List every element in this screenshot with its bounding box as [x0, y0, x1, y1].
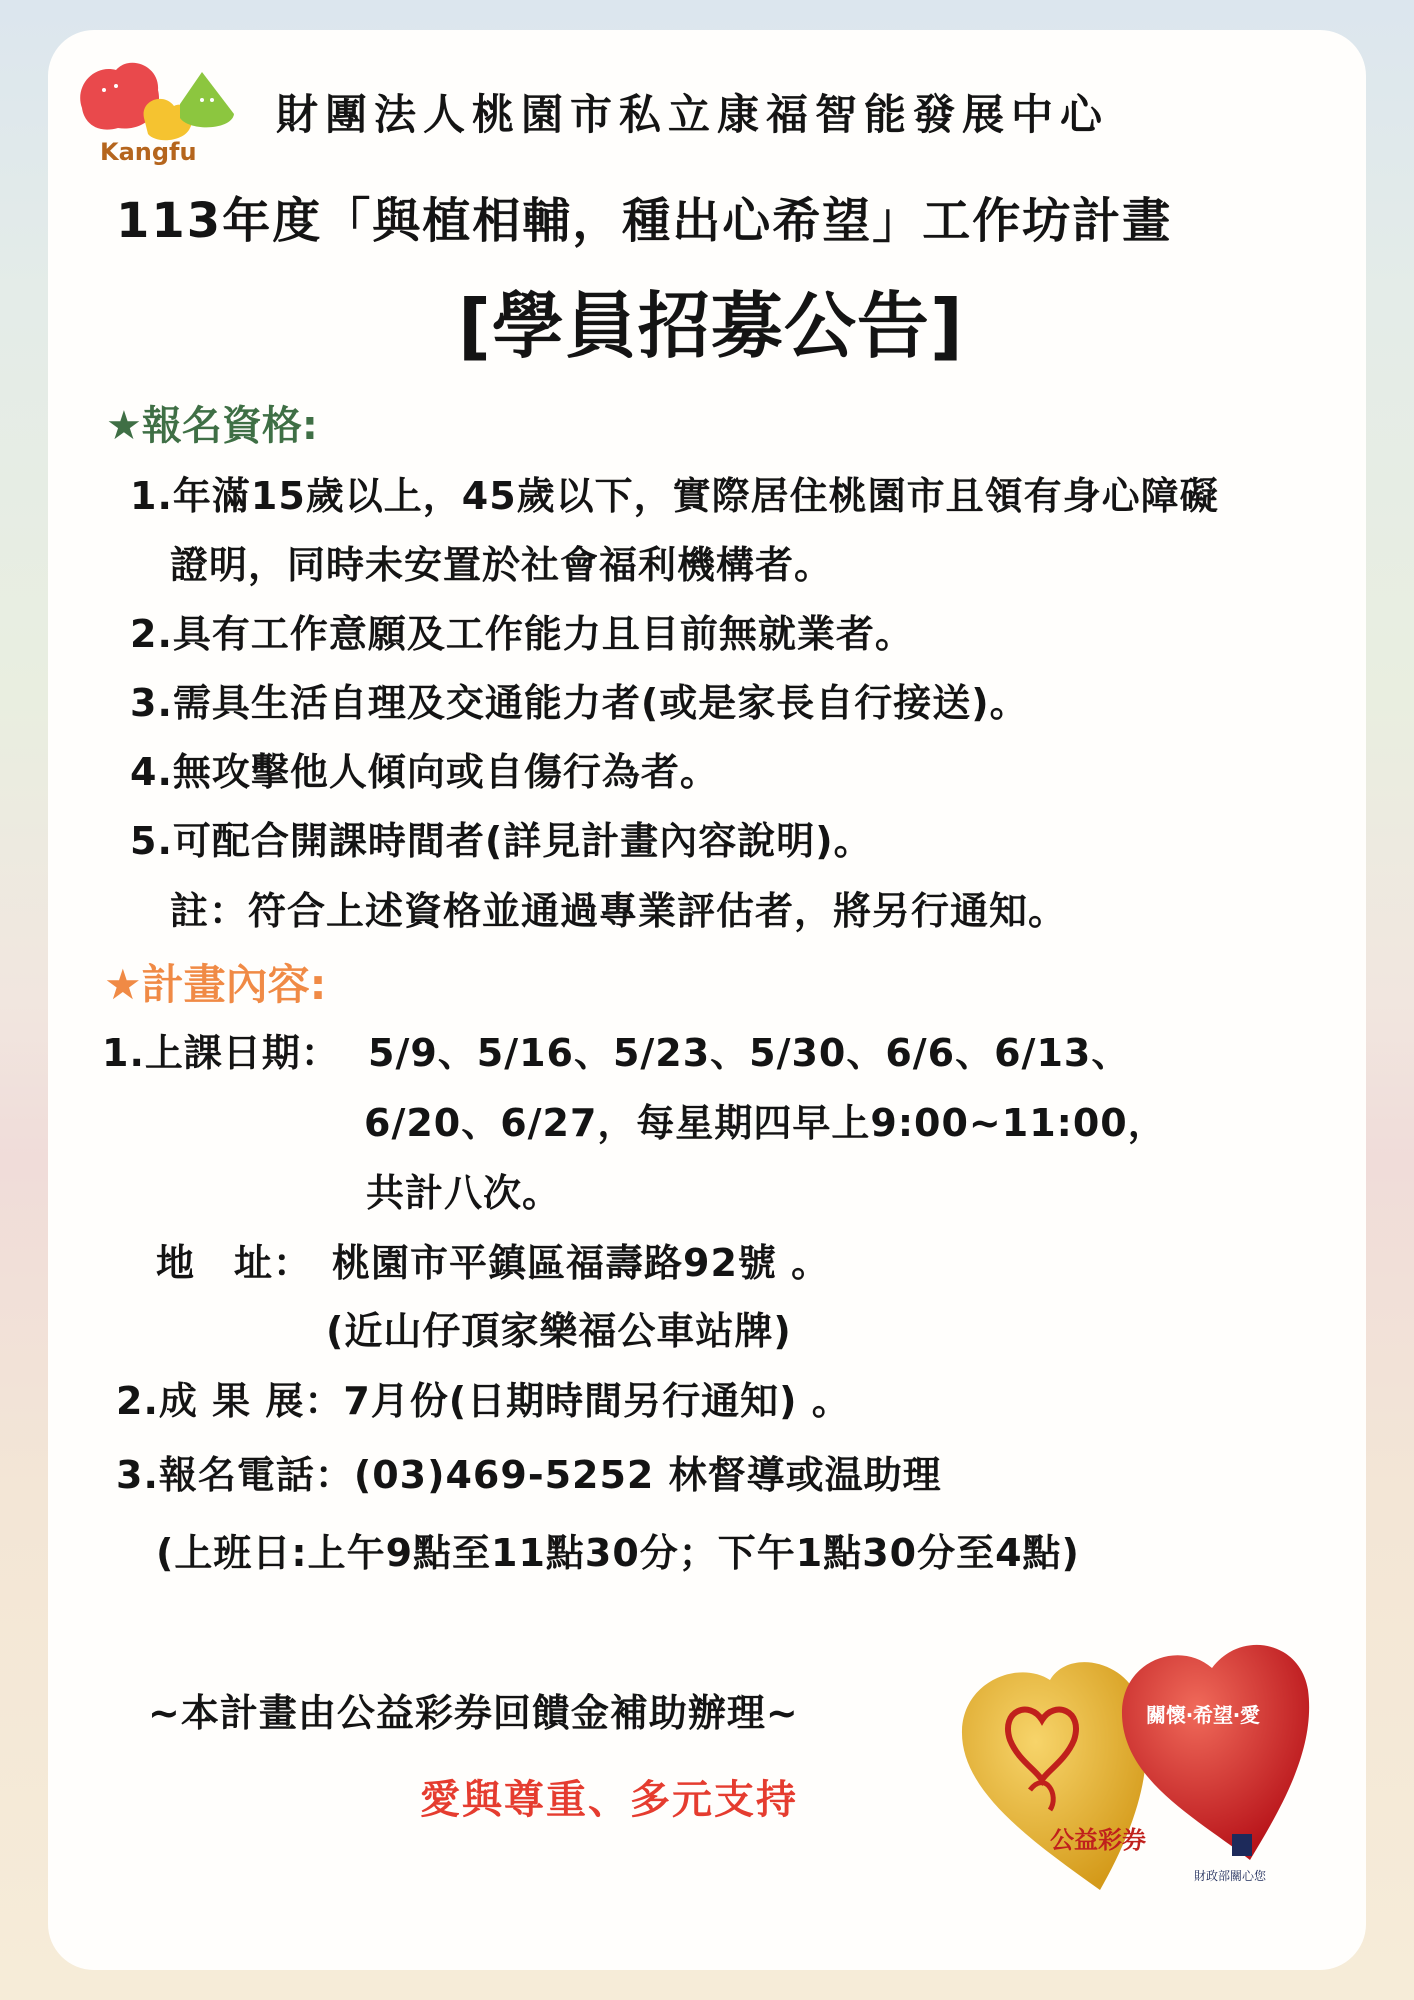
- eligibility-note: 註：符合上述資格並通過專業評估者，將另行通知。: [170, 889, 1068, 933]
- organization-name: 財團法人桃園市私立康福智能發展中心: [276, 90, 1110, 139]
- eligibility-item-2: 2.具有工作意願及工作能力且目前無就業者。: [130, 612, 914, 656]
- eligibility-heading: ★報名資格:: [106, 403, 318, 449]
- red-heart-icon: [1122, 1645, 1309, 1860]
- eligibility-item-5: 5.可配合開課時間者(詳見計畫內容說明)。: [130, 819, 873, 863]
- exhibition: 2.成 果 展：7月份(日期時間另行通知) 。: [116, 1379, 851, 1423]
- logo-text: Kangfu: [100, 138, 197, 166]
- class-dates-line-1: 5/9、5/16、5/23、5/30、6/6、6/13、: [368, 1031, 1131, 1075]
- kangfu-logo: [74, 56, 244, 166]
- address: 桃園市平鎮區福壽路92號 。: [332, 1241, 831, 1285]
- plan-heading: ★計畫內容:: [104, 960, 327, 1009]
- eligibility-item-4: 4.無攻擊他人傾向或自傷行為者。: [130, 750, 719, 794]
- public-welfare-lottery-logo: [950, 1620, 1330, 1910]
- funding-statement: ~本計畫由公益彩券回饋金補助辦理~: [148, 1691, 799, 1735]
- lottery-label: 公益彩券: [1050, 1826, 1146, 1854]
- gold-heart-icon: [962, 1662, 1146, 1890]
- class-dates-line-2: 6/20、6/27，每星期四早上9:00~11:00，: [364, 1101, 1167, 1145]
- address-label: 地 址：: [156, 1241, 313, 1285]
- plan-title: 113年度「與植相輔，種出心希望」工作坊計畫: [116, 193, 1173, 249]
- ministry-icon: [1232, 1834, 1252, 1856]
- class-dates-label: 1.上課日期：: [102, 1031, 340, 1075]
- office-hours: (上班日:上午9點至11點30分；下午1點30分至4點): [156, 1531, 1080, 1575]
- ministry-text: 財政部關心您: [1194, 1869, 1267, 1883]
- lottery-heart-text: 關懷‧希望‧愛: [1146, 1703, 1260, 1727]
- eligibility-item-1-continued: 證明，同時未安置於社會福利機構者。: [170, 543, 834, 587]
- eligibility-item-3: 3.需具生活自理及交通能力者(或是家長自行接送)。: [130, 681, 1029, 725]
- slogan: 愛與尊重、多元支持: [420, 1777, 798, 1823]
- announcement-subtitle: [學員招募公告]: [458, 284, 964, 368]
- registration-phone: 3.報名電話：(03)469-5252 林督導或温助理: [116, 1453, 942, 1497]
- eligibility-item-1: 1.年滿15歲以上，45歲以下，實際居住桃園市且領有身心障礙: [130, 474, 1219, 518]
- address-note: (近山仔頂家樂福公車站牌): [326, 1309, 792, 1353]
- class-dates-line-3: 共計八次。: [366, 1171, 562, 1215]
